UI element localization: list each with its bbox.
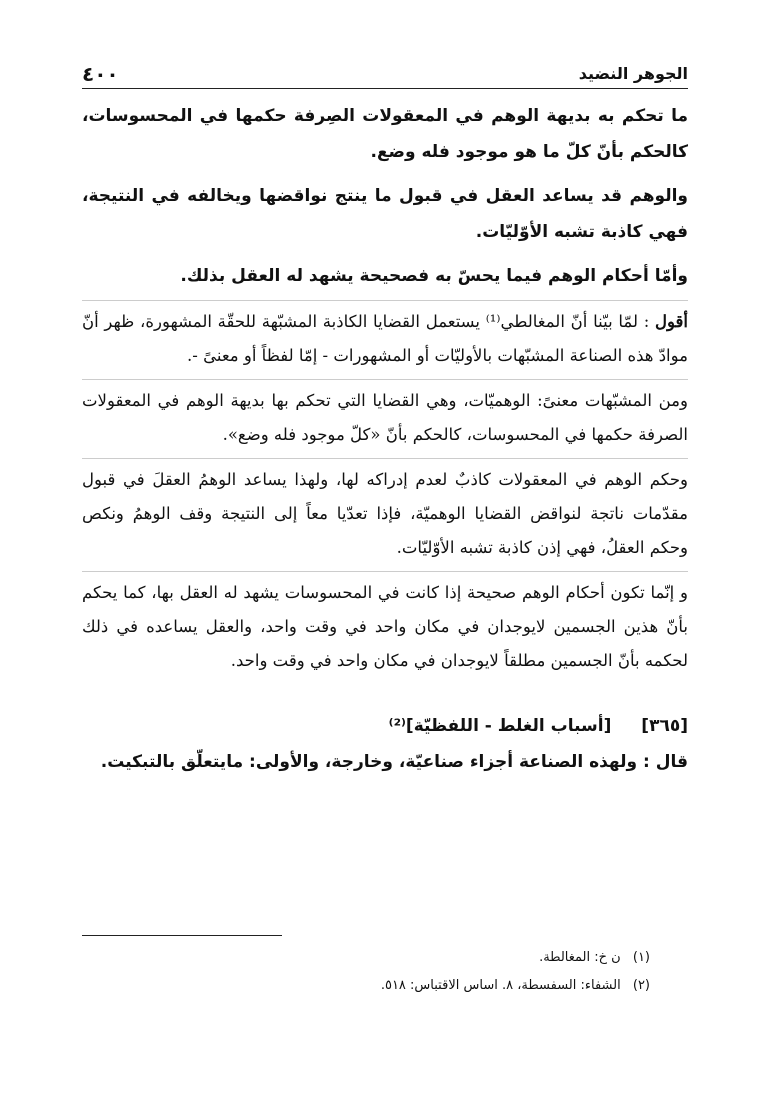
section-title: [أسباب الغلط - اللفظيّة]⁽²⁾ <box>388 716 612 736</box>
sharh-text: : لمّا بيّنا أنّ المغالطي⁽¹⁾ يستعمل القضايا الكاذبة المشبّهة للحقّة المشهورة، ظهر أنّ موادّ هذه الصناعة المشبّهات بالأوليّات أو المشهورات - إمّا لفظاً أو معنىً -. <box>82 312 688 365</box>
section-divider <box>82 379 688 380</box>
sharh-paragraph: و إنّما تكون أحكام الوهم صحيحة إذا كانت في المحسوسات يشهد له العقل بها، كما يحكم بأنّ هذين الجسمين لايوجدان في مكان واحد في وقت واحد، والعقل يساعده في ذلك لحكمه بأنّ الجسمين مطلقاً لايوجدان في مكان واحد في وقت واحد. <box>82 583 688 670</box>
section-number: [٣٦٥] <box>641 716 688 736</box>
page-header <box>82 64 688 89</box>
section-heading <box>82 708 688 744</box>
footnote-rule <box>82 935 282 936</box>
section-divider <box>82 458 688 459</box>
qala-keyword: قال <box>655 752 688 772</box>
sharh-paragraph: ومن المشبّهات معنىً: الوهميّات، وهي القضايا التي تحكم بها بديهة الوهم في المعقولات الصرفة حكمها في المحسوسات، كالحكم بأنّ «كلّ موجود فله وضع». <box>82 391 688 444</box>
footnote-marker: (١) <box>632 950 650 965</box>
footnote-text: الشفاء: السفسطة، ٨. اساس الاقتباس: ٥١٨. <box>380 978 621 993</box>
footnote <box>82 944 650 972</box>
aqulu-keyword: أقول <box>655 312 688 331</box>
section-divider <box>82 571 688 572</box>
sharh-paragraph: وحكم الوهم في المعقولات كاذبٌ لعدم إدراكه لها، ولهذا يساعد الوهمُ العقلَ في قبول مقدّمات ناتجة لنواقض القضايا الوهميّة، فإذا تعدّيا معاً إلى النتيجة وقف الوهمُ ونكص وحكم العقلُ، فهي إذن كاذبة تشبه الأوّليّات. <box>82 470 688 557</box>
sharh-paragraph <box>82 305 688 373</box>
matn-paragraph: وأمّا أحكام الوهم فيما يحسّ به فصحيحة يشهد له العقل بذلك. <box>180 266 688 286</box>
qala-text: : ولهذه الصناعة أجزاء صناعيّة، وخارجة، والأولى: مايتعلّق بالتبكيت. <box>100 752 650 772</box>
footnotes <box>82 944 650 1000</box>
page-body <box>82 98 688 780</box>
matn-paragraph: والوهم قد يساعد العقل في قبول ما ينتج نواقضها ويخالفه في النتيجة، فهي كاذبة تشبه الأوّليّات. <box>82 186 688 242</box>
footnote-marker: (٢) <box>632 978 650 993</box>
footnote <box>82 972 650 1000</box>
qala-paragraph <box>82 744 688 780</box>
footnote-text: ن خ: المغالطة. <box>539 950 621 965</box>
page-number: ٤٠٠ <box>82 62 119 86</box>
section-divider <box>82 300 688 301</box>
matn-paragraph: ما تحكم به بديهة الوهم في المعقولات الصِرفة حكمها في المحسوسات، كالحكم بأنّ كلّ ما هو موجود فله وضع. <box>82 106 688 162</box>
running-title: الجوهر النضيد <box>578 64 688 83</box>
